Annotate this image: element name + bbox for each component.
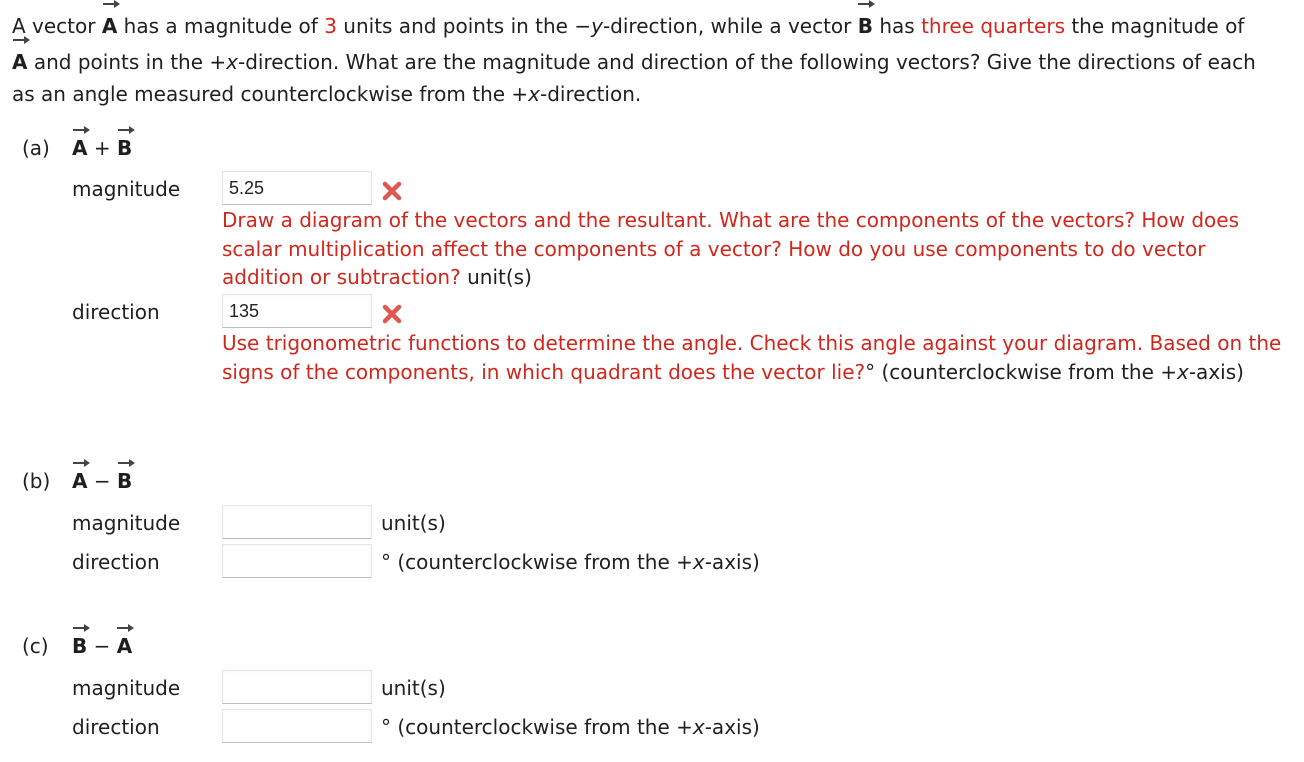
- feedback-text: Use trigonometric functions to determine the angle. Check this angle against your diagram. Based on the signs of the components, in which quadrant does the vector lie?: [222, 331, 1282, 384]
- magnitude-value: 3: [324, 14, 337, 38]
- vector-a-symbol: A: [72, 469, 88, 493]
- part-a-tag: (a): [22, 136, 50, 160]
- variable-x: x: [1177, 359, 1189, 384]
- part-c-tag: (c): [22, 634, 49, 658]
- part-a-direction-input[interactable]: 135: [222, 294, 372, 328]
- part-a-magnitude-label: magnitude: [72, 177, 181, 201]
- variable-y: y: [591, 14, 603, 38]
- problem-text: the magnitude of: [1064, 14, 1245, 38]
- vector-b-symbol: B: [116, 136, 133, 160]
- direction-unit: ° (counterclockwise from the +: [865, 359, 1177, 384]
- part-a-direction-feedback: [222, 329, 1282, 386]
- variable-x: x: [226, 50, 238, 74]
- problem-text: and points in the +: [27, 50, 227, 74]
- vector-b-symbol: B: [72, 634, 88, 658]
- problem-text: has: [873, 14, 922, 38]
- part-c-magnitude-input[interactable]: [222, 670, 372, 704]
- part-b-tag: (b): [22, 469, 51, 493]
- x-mark-icon: [381, 303, 403, 325]
- vector-b-symbol: B: [116, 469, 133, 493]
- problem-statement: [12, 10, 1297, 108]
- x-mark-icon: [381, 180, 403, 202]
- fraction-text: three quarters: [921, 14, 1065, 38]
- problem-text: units and points in the −: [336, 14, 592, 38]
- problem-text: -direction, while a vector: [602, 14, 858, 38]
- direction-unit: -axis): [1188, 359, 1244, 384]
- part-a-direction-label: direction: [72, 300, 160, 324]
- vector-a-symbol: A: [102, 10, 117, 43]
- part-b-direction-label: direction: [72, 550, 160, 574]
- variable-x: x: [528, 82, 541, 106]
- feedback-text: Draw a diagram of the vectors and the resultant. What are the components of the vectors? How does scalar multiplication affect the components of a vector? How do you use components to do vector addition or subtraction?: [222, 208, 1239, 289]
- direction-unit: ° (counterclockwise from the +: [381, 550, 693, 574]
- part-b-magnitude-label: magnitude: [72, 511, 181, 535]
- operator: −: [87, 469, 117, 493]
- part-c-magnitude-label: magnitude: [72, 676, 181, 700]
- variable-x: x: [692, 715, 705, 739]
- part-c-heading: [22, 634, 132, 658]
- part-a-magnitude-input[interactable]: 5.25: [222, 171, 372, 205]
- direction-unit: -axis): [704, 550, 760, 574]
- part-a-heading: [22, 136, 132, 160]
- direction-unit: ° (counterclockwise from the +: [381, 715, 693, 739]
- problem-text: -direction. What are the magnitude and direction of the following vectors? Give the directions of each: [237, 50, 1256, 74]
- part-b-magnitude-unit: unit(s): [381, 511, 446, 535]
- problem-text: as an angle measured counterclockwise from the +: [12, 82, 529, 106]
- part-b-direction-input[interactable]: [222, 544, 372, 578]
- part-c-direction-label: direction: [72, 715, 160, 739]
- part-c-direction-input[interactable]: [222, 709, 372, 743]
- vector-a-symbol: A: [12, 46, 27, 79]
- part-c-direction-unit: [381, 715, 760, 739]
- part-a-magnitude-feedback: [222, 206, 1282, 292]
- direction-unit: -axis): [704, 715, 760, 739]
- problem-text: has a magnitude of: [117, 14, 325, 38]
- problem-text: -direction.: [540, 82, 642, 106]
- operator: +: [87, 136, 117, 160]
- operator: −: [87, 634, 117, 658]
- part-b-heading: [22, 469, 132, 493]
- vector-a-symbol: A: [116, 634, 133, 658]
- problem-text: A vector: [12, 14, 102, 38]
- part-b-direction-unit: [381, 550, 760, 574]
- vector-b-symbol: B: [858, 10, 873, 43]
- variable-x: x: [692, 550, 705, 574]
- part-b-magnitude-input[interactable]: [222, 505, 372, 539]
- magnitude-unit: unit(s): [460, 265, 532, 289]
- part-c-magnitude-unit: unit(s): [381, 676, 446, 700]
- vector-a-symbol: A: [72, 136, 88, 160]
